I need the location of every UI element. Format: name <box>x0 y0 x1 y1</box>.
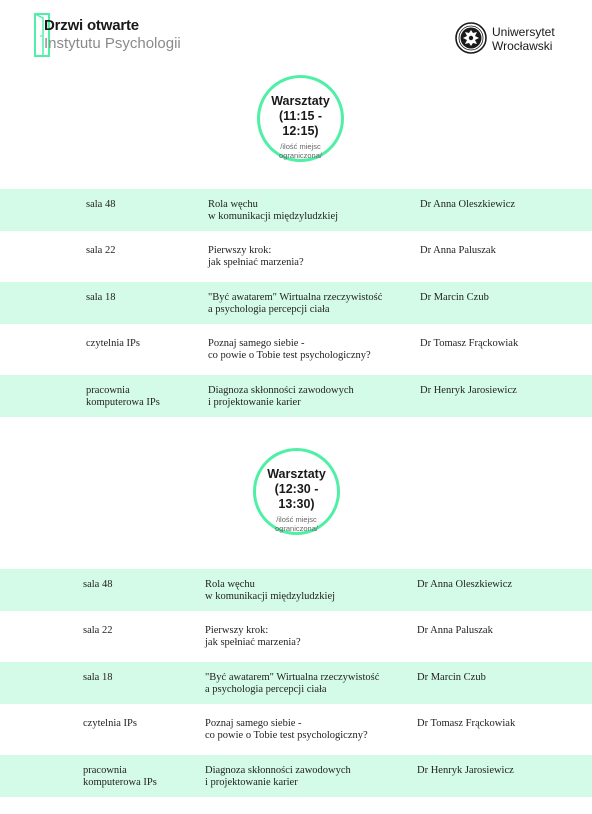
speaker-cell: Dr Henryk Jarosiewicz <box>420 385 517 396</box>
session-badge <box>253 448 340 535</box>
room-cell: sala 22 <box>83 625 113 636</box>
table-row <box>0 755 592 797</box>
room-cell: sala 18 <box>86 292 116 303</box>
speaker-cell: Dr Anna Paluszak <box>417 625 493 636</box>
topic-cell: Poznaj samego siebie - co powie o Tobie test psychologiczny? <box>208 338 371 361</box>
badge-title: Warsztaty <box>271 94 330 108</box>
table-row <box>0 235 592 277</box>
table-row <box>0 569 592 611</box>
table-row <box>0 189 592 231</box>
topic-cell: Diagnoza skłonności zawodowych i projektowanie karier <box>205 765 351 788</box>
topic-cell: "Być awatarem" Wirtualna rzeczywistość a psychologia percepcji ciała <box>205 672 380 695</box>
table-row <box>0 708 592 750</box>
topic-cell: Rola węchu w komunikacji międzyludzkiej <box>205 579 336 602</box>
badge-note-line2: ograniczona/ <box>275 524 318 533</box>
room-cell: pracownia komputerowa IPs <box>83 765 157 788</box>
topic-cell: Pierwszy krok: jak spełniać marzenia? <box>205 625 301 648</box>
badge-note-line1: /ilość miejsc <box>276 515 317 524</box>
university-name-line2: Wrocławski <box>492 39 553 53</box>
topic-cell: Rola węchu w komunikacji międzyludzkiej <box>208 199 339 222</box>
badge-note-line2: ograniczona/ <box>279 151 322 160</box>
room-cell: czytelnia IPs <box>86 338 140 349</box>
speaker-cell: Dr Tomasz Frąckowiak <box>417 718 516 729</box>
speaker-cell: Dr Anna Paluszak <box>420 245 496 256</box>
badge-note-line1: /ilość miejsc <box>280 142 321 151</box>
room-cell: czytelnia IPs <box>83 718 137 729</box>
room-cell: sala 18 <box>83 672 113 683</box>
topic-cell: Poznaj samego siebie - co powie o Tobie test psychologiczny? <box>205 718 368 741</box>
speaker-cell: Dr Tomasz Frąckowiak <box>420 338 519 349</box>
table-row <box>0 662 592 704</box>
table-row <box>0 375 592 417</box>
room-cell: pracownia komputerowa IPs <box>86 385 160 408</box>
speaker-cell: Dr Anna Oleszkiewicz <box>417 579 513 590</box>
badge-title: Warsztaty <box>267 467 326 481</box>
topic-cell: "Być awatarem" Wirtualna rzeczywistość a psychologia percepcji ciała <box>208 292 383 315</box>
topic-cell: Diagnoza skłonności zawodowych i projektowanie karier <box>208 385 354 408</box>
table-row <box>0 328 592 370</box>
event-title: Drzwi otwarte <box>44 17 139 34</box>
speaker-cell: Dr Marcin Czub <box>420 292 489 303</box>
speaker-cell: Dr Marcin Czub <box>417 672 486 683</box>
speaker-cell: Dr Anna Oleszkiewicz <box>420 199 516 210</box>
room-cell: sala 22 <box>86 245 116 256</box>
session-badge <box>257 75 344 162</box>
topic-cell: Pierwszy krok: jak spełniać marzenia? <box>208 245 304 268</box>
room-cell: sala 48 <box>83 579 113 590</box>
table-row <box>0 615 592 657</box>
speaker-cell: Dr Henryk Jarosiewicz <box>417 765 514 776</box>
university-name-line1: Uniwersytet <box>492 25 555 39</box>
event-subtitle: Instytutu Psychologii <box>44 35 181 52</box>
university-name <box>492 25 555 53</box>
table-row <box>0 282 592 324</box>
badge-time: (11:15 - 12:15) <box>278 109 323 138</box>
badge-time: (12:30 - 13:30) <box>274 482 319 511</box>
university-emblem-icon <box>455 22 487 54</box>
room-cell: sala 48 <box>86 199 116 210</box>
